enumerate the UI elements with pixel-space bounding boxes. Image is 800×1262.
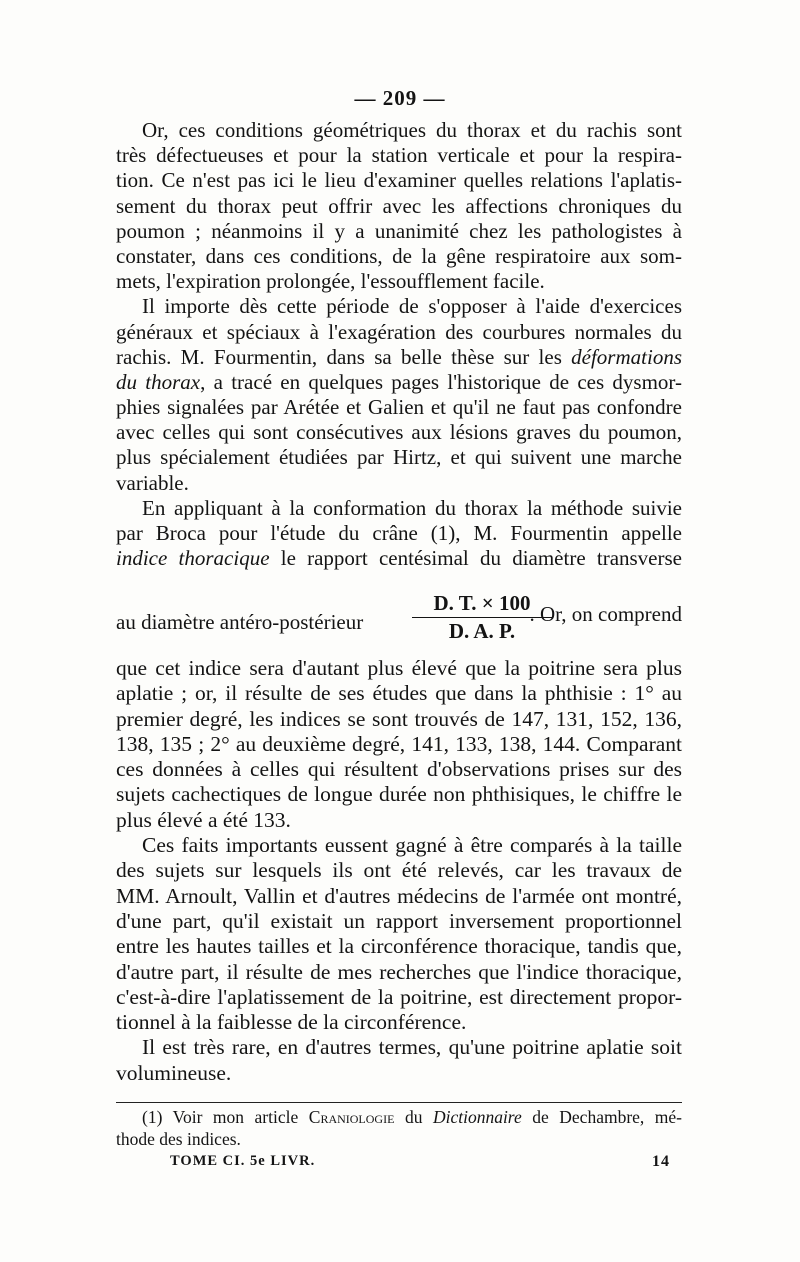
formula-right-text: . Or, on comprend	[529, 602, 682, 626]
text-line: sement du thorax peut offrir avec les affections chroniques du	[116, 193, 682, 218]
text-line: volumineuse.	[116, 1060, 232, 1085]
page-number: — 209 —	[354, 86, 446, 110]
text-line: c'est-à-dire l'aplatissement de la poitrine, est directement propor-	[116, 984, 682, 1009]
text-line: variable.	[116, 470, 189, 495]
gathering-number: 14	[652, 1153, 670, 1170]
text-line: Il est très rare, en d'autres termes, qu'une poitrine aplatie soit	[142, 1035, 682, 1060]
text-segment: , a tracé en quelques pages l'historique de ces dysmor-	[200, 369, 682, 394]
footnote-italic-title: Dictionnaire	[432, 1107, 522, 1127]
text-line: Ces faits importants eussent gagné à être comparés à la taille	[142, 833, 682, 858]
text-line: plus spécialement étudiées par Hirtz, et qui suivent une marche	[116, 445, 682, 470]
text-line	[116, 370, 682, 395]
footnote-text: du	[394, 1107, 433, 1127]
fraction-denominator: D. A. P.	[448, 619, 516, 643]
text-line: tion. Ce n'est pas ici le lieu d'examiner quelles relations l'aplatis-	[116, 168, 682, 193]
text-line: généraux et spéciaux à l'exagération des courbures normales du	[116, 319, 682, 344]
italic-term: indice thoracique	[116, 546, 270, 571]
text-line: 138, 135 ; 2° au deuxième degré, 141, 133, 138, 144. Comparant	[116, 731, 682, 756]
text-line	[116, 345, 682, 370]
text-line	[116, 546, 682, 571]
text-line: que cet indice sera d'autant plus élevé que la poitrine sera plus	[116, 656, 682, 680]
text-line: Or, ces conditions géométriques du thorax et du rachis sont	[142, 118, 682, 142]
text-line: très défectueuses et pour la station verticale et pour la respira-	[116, 143, 682, 168]
text-line: poumon ; néanmoins il y a unanimité chez les pathologistes à	[116, 218, 682, 243]
text-line: mets, l'expiration prolongée, l'essoufflement facile.	[116, 269, 545, 294]
text-line: des sujets sur lesquels ils ont été relevés, car les travaux de	[116, 858, 682, 883]
body-text-top	[116, 118, 682, 571]
text-line: premier degré, les indices se sont trouvés de 147, 131, 152, 136,	[116, 706, 682, 731]
text-line: plus élevé a été 133.	[116, 807, 291, 832]
text-line: par Broca pour l'étude du crâne (1), M. Fourmentin appelle	[116, 521, 682, 545]
text-line: Il importe dès cette période de s'opposer à l'aide d'exercices	[142, 294, 682, 319]
footnote-text: de Dechambre, mé-	[521, 1107, 683, 1127]
fraction-numerator: D. T. × 100	[412, 590, 552, 618]
text-segment: le rapport centésimal du diamètre transverse	[269, 546, 682, 571]
formula-left-text: au diamètre antéro-postérieur	[116, 610, 364, 634]
body-text-bottom	[116, 656, 682, 1086]
ratio-formula	[116, 590, 682, 644]
footnote	[116, 1106, 682, 1150]
italic-term: du thorax	[116, 369, 201, 394]
italic-term: déformations	[571, 344, 682, 369]
text-line: phies signalées par Arétée et Galien et qu'il ne faut pas confondre	[116, 395, 682, 420]
signature-mark: TOME CI. 5e LIVR.	[170, 1153, 316, 1169]
text-line: constater, dans ces conditions, de la gêne respiratoire aux som-	[116, 243, 682, 268]
text-line: aplatie ; or, il résulte de ses études que dans la phthisie : 1° au	[116, 681, 682, 706]
text-line: tionnel à la faiblesse de la circonférence.	[116, 1010, 467, 1035]
text-line: ces données à celles qui résultent d'observations prises sur des	[116, 757, 682, 782]
text-line: d'une part, qu'il existait un rapport inversement proportionnel	[116, 908, 682, 933]
footnote-text: (1) Voir mon article	[142, 1107, 309, 1127]
text-line: En appliquant à la conformation du thorax la méthode suivie	[142, 495, 682, 520]
text-line: avec celles qui sont consécutives aux lésions graves du poumon,	[116, 420, 682, 445]
text-segment: rachis. M. Fourmentin, dans sa belle thèse sur les	[116, 344, 572, 369]
text-line: MM. Arnoult, Vallin et d'autres médecins de l'armée ont montré,	[116, 883, 682, 908]
text-line: sujets cachectiques de longue durée non phthisiques, le chiffre le	[116, 782, 682, 807]
footnote-term: Craniologie	[308, 1107, 395, 1127]
footnote-line	[116, 1106, 682, 1128]
text-line: d'autre part, il résulte de mes recherches que l'indice thoracique,	[116, 959, 682, 984]
text-line: entre les hautes tailles et la circonférence thoracique, tandis que,	[116, 934, 682, 959]
footnote-divider	[116, 1102, 682, 1103]
footnote-line: thode des indices.	[116, 1129, 241, 1149]
